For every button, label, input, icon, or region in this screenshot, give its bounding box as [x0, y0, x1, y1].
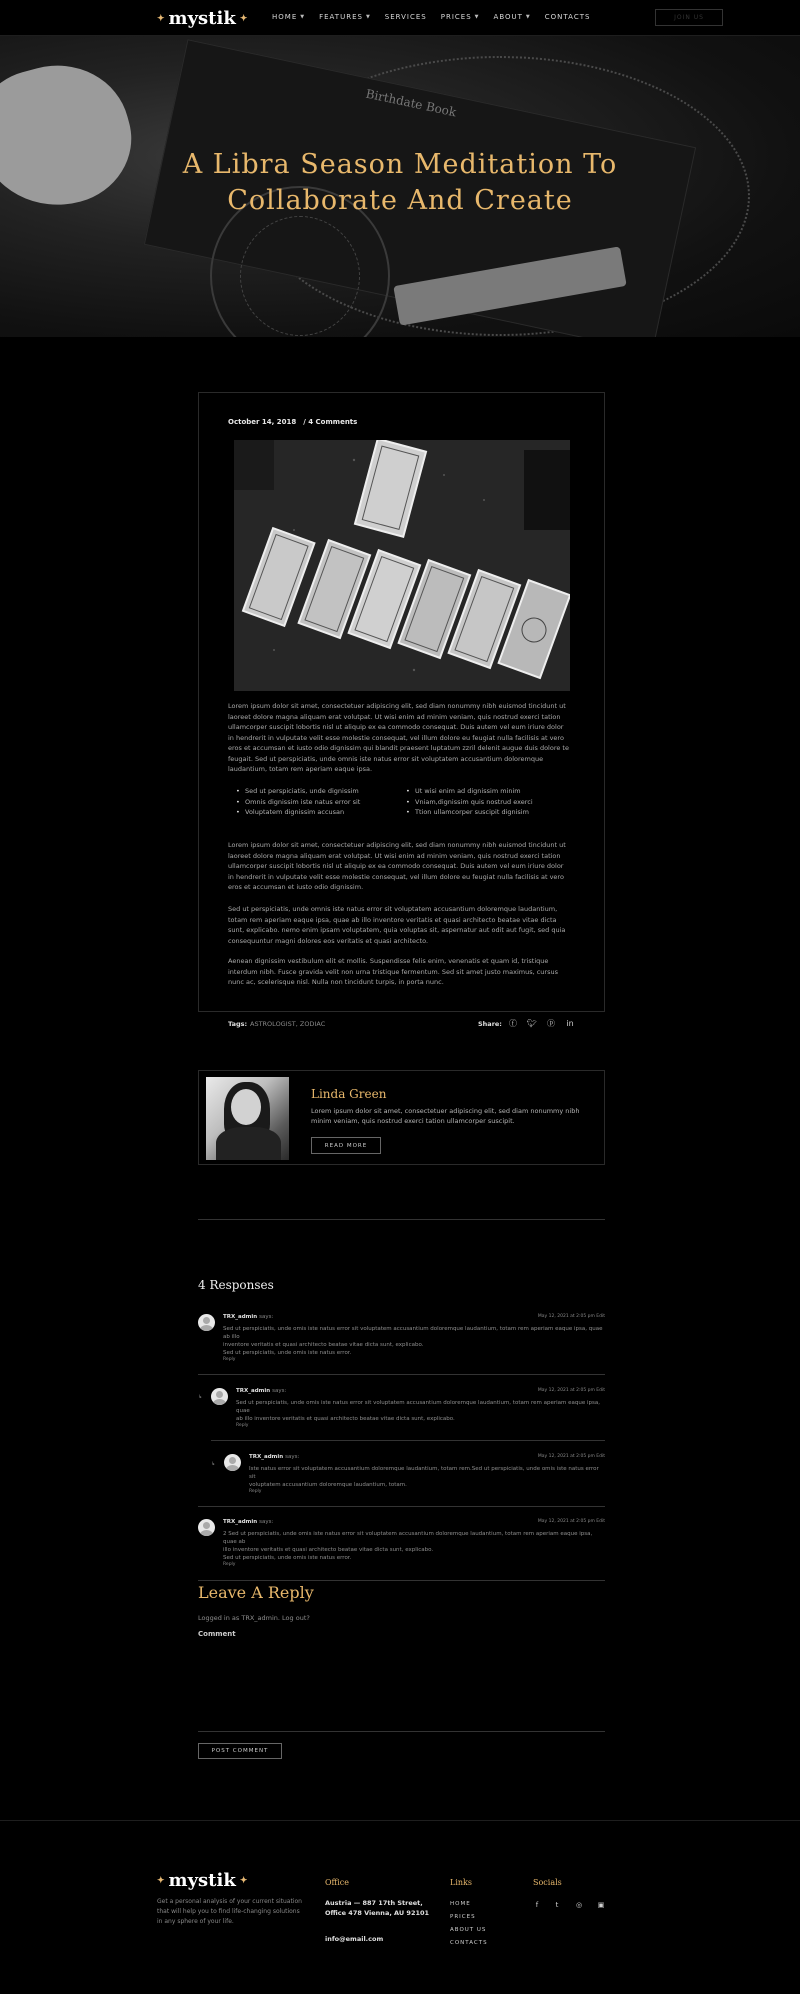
page-title	[0, 147, 800, 219]
footer-logo[interactable]	[157, 1870, 247, 1891]
nav-label: HOME	[272, 13, 298, 21]
comment-author[interactable]	[223, 1519, 273, 1525]
post-comments-count[interactable]: / 4 Comments	[303, 418, 358, 426]
list-item: • Omnis dignissim iste natus error sit	[236, 797, 406, 808]
comment-author-name: TRX_admin	[223, 1519, 258, 1525]
post-paragraph: Aenean dignissim vestibulum elit et mollis. Suspendisse felis enim, venenatis et quam id, tristique interdum nibh. Fusce gravida velit non urna tristique fermentum. Sed sit amet justo maximus, cursus nunc ac, scelerisque nisl. Nulla non tincidunt turpis, in porta nunc.	[228, 957, 558, 986]
comment-text-line: voluptatem accusantium doloremque laudantium, totam.	[249, 1482, 407, 1488]
page-title-line2: Collaborate And Create	[227, 185, 573, 216]
pinterest-icon[interactable]: ⓟ	[547, 1018, 555, 1028]
page-title-line1: A Libra Season Meditation To	[182, 149, 618, 180]
tags-label: Tags:	[228, 1020, 248, 1028]
comment-date[interactable]: May 12, 2021 at 2:05 pm Edit	[537, 1314, 605, 1319]
author-bio: Lorem ipsum dolor sit amet, consectetuer adipiscing elit, sed diam nonummy nibh minim veniam, quis nostrud exerci tation ullamcorper suscipit.	[311, 1107, 580, 1125]
comment-textarea[interactable]	[198, 1642, 605, 1732]
site-logo[interactable]	[157, 8, 247, 29]
comment-reply-link[interactable]: Reply	[236, 1423, 249, 1428]
read-more-button[interactable]: READ MORE	[311, 1137, 381, 1154]
logo-text: mystik	[168, 8, 236, 29]
nav-label: FEATURES	[319, 13, 363, 21]
post-featured-image	[234, 440, 570, 691]
post-date[interactable]: October 14, 2018	[228, 418, 297, 426]
comment-text	[236, 1399, 605, 1423]
facebook-icon[interactable]: f	[535, 1901, 539, 1909]
hero-book-title: Birthdate Book	[364, 86, 458, 120]
nav-item-services[interactable]	[385, 13, 427, 21]
list-item: • Voluptatem dignissim accusan	[236, 807, 406, 818]
comment-author[interactable]	[249, 1454, 299, 1460]
comment-says: says:	[272, 1388, 287, 1394]
footer-link-about[interactable]: ABOUT US	[450, 1927, 487, 1933]
comment-item	[198, 1519, 605, 1567]
post-tags-share-row	[228, 1020, 578, 1034]
comment-text-line: Sed ut perspiciatis, unde omis iste natus error.	[223, 1350, 352, 1356]
footer-description: Get a personal analysis of your current situation that will help you to find life-changing solutions in any sphere of your life.	[157, 1898, 302, 1925]
comment-date[interactable]: May 12, 2021 at 2:05 pm Edit	[537, 1454, 605, 1459]
author-avatar	[206, 1077, 289, 1160]
leave-reply-title: Leave A Reply	[198, 1583, 314, 1602]
logo-star-icon: ✦	[157, 1875, 165, 1886]
nav-item-features[interactable]	[319, 13, 371, 21]
list-item: • Sed ut perspiciatis, unde dignissim	[236, 786, 406, 797]
chevron-down-icon: ▼	[300, 14, 306, 20]
post-paragraph: Sed ut perspiciatis, unde omnis iste natus error sit voluptatem accusantium doloremque laudantium, totam rem aperiam eaque ipsa, quae ab illo inventore veritatis et quasi architecto beatae vitae dicta sunt, explicabo. nemo enim ipsam voluptatem, quia voluptas sit, aspernatur aut odit aut fugit, sed quia consequuntur magni dolores eos veritatis et quasi architecto.	[228, 905, 566, 945]
comment-reply-link[interactable]: Reply	[223, 1562, 236, 1567]
responses-title: 4 Responses	[198, 1278, 274, 1292]
footer-link-contacts[interactable]: CONTACTS	[450, 1940, 488, 1946]
comment-divider	[211, 1440, 605, 1441]
hero-zodiac-inner-circle	[240, 216, 360, 336]
main-nav	[272, 13, 590, 21]
logo-text: mystik	[168, 1870, 236, 1891]
comment-author[interactable]	[236, 1388, 286, 1394]
chevron-down-icon: ▼	[365, 14, 371, 20]
comment-text-line: inventore veritatis et quasi architecto beatae vitae dicta sunt, explicabo.	[223, 1342, 424, 1348]
footer-links-title: Links	[450, 1878, 472, 1887]
footer-link-prices[interactable]: PRICES	[450, 1914, 476, 1920]
nav-label: PRICES	[440, 13, 472, 21]
facebook-icon[interactable]: ⓕ	[509, 1018, 517, 1028]
comment-divider	[198, 1374, 605, 1375]
comment-says: says:	[285, 1454, 300, 1460]
list-item: • Ttion ullamcorper suscipit dignisim	[406, 807, 576, 818]
comment-author[interactable]	[223, 1314, 273, 1320]
footer-office-title: Office	[325, 1878, 350, 1887]
twitter-icon[interactable]: 🐦︎	[526, 1018, 538, 1028]
comment-text-line: Sed ut perspiciatis, unde omis iste natus error sit voluptatem accusantium doloremque laudantium, totam rem aperiam eaque ipsa, quae ab illo	[223, 1326, 603, 1340]
nav-label: CONTACTS	[544, 13, 591, 21]
comment-text-line: Iste natus error sit voluptatem accusantium doloremque laudantium, totam rem.Sed ut perspiciatis, unde omis iste natus error sit	[249, 1466, 599, 1480]
footer-email[interactable]: info@email.com	[325, 1935, 384, 1943]
list-item: • Vniam,dignissim quis nostrud exerci	[406, 797, 576, 808]
post-comment-button[interactable]: POST COMMENT	[198, 1743, 282, 1759]
logo-star-icon: ✦	[239, 13, 248, 24]
linkedin-icon[interactable]: in	[566, 1018, 574, 1028]
comment-author-name: TRX_admin	[249, 1454, 284, 1460]
footer-socials-title: Socials	[533, 1878, 562, 1887]
twitter-icon[interactable]: t	[555, 1901, 559, 1909]
comment-divider	[198, 1580, 605, 1581]
avatar	[224, 1454, 241, 1471]
reply-arrow-icon: ↳	[211, 1461, 216, 1467]
post-bullet-lists	[236, 786, 576, 818]
footer-address: Austria — 887 17th Street, Office 478 Vienna, AU 92101	[325, 1899, 430, 1917]
chevron-down-icon: ▼	[525, 14, 531, 20]
comment-text-line: Sed ut perspiciatis, unde omis iste natus error sit voluptatem accusantium doloremque laudantium, totam rem aperiam eaque ipsa, quae	[236, 1400, 600, 1414]
comment-author-name: TRX_admin	[236, 1388, 271, 1394]
bullet-list-right	[406, 786, 576, 818]
nav-item-contacts[interactable]	[545, 13, 591, 21]
comment-date[interactable]: May 12, 2021 at 2:05 pm Edit	[537, 1388, 605, 1393]
comment-author-name: TRX_admin	[223, 1314, 258, 1320]
comment-text-line: illo inventore veritatis et quasi architecto beatae vitae dicta sunt, explicabo.	[223, 1547, 434, 1553]
bullet-list-left	[236, 786, 406, 818]
list-item: • Ut wisi enim ad dignissim minim	[406, 786, 576, 797]
nav-label: SERVICES	[384, 13, 427, 21]
logo-star-icon: ✦	[239, 1875, 248, 1886]
comment-item	[198, 1314, 605, 1362]
site-header	[0, 0, 800, 36]
nav-item-prices[interactable]	[441, 13, 480, 21]
instagram-icon[interactable]: ▣	[597, 1901, 605, 1909]
chevron-down-icon: ▼	[474, 14, 480, 20]
join-us-button[interactable]: JOIN US	[655, 9, 723, 26]
nav-label: ABOUT	[493, 13, 523, 21]
comment-label: Comment	[198, 1630, 236, 1638]
nav-item-about[interactable]	[494, 13, 531, 21]
footer-link-home[interactable]: HOME	[450, 1901, 471, 1907]
comment-text-line: Sed ut perspiciatis, unde omis iste natus error.	[223, 1555, 352, 1561]
avatar	[198, 1314, 215, 1331]
tarot-cards-illustration	[234, 440, 570, 691]
share-label: Share:	[478, 1020, 502, 1028]
post-paragraph: Lorem ipsum dolor sit amet, consectetuer adipiscing elit, sed diam nonummy nibh euismod tincidunt ut laoreet dolore magna aliquam erat volutpat. Ut wisi enim ad minim veniam, quis nostrud exerci tation ullamcorper suscipit lobortis nisl ut aliquip ex ea commodo consequat. Duis autem vel eum iriure dolor in hendrerit in vulputate velit esse molestie consequat, vel illum dolore eu feugiat nulla facilisis at vero eros et accumsan et iusto odio dignissim qui blandit praesent luptatum zzril delenit augue duis dolore te feugait. Sed ut perspiciatis, unde omnis iste natus error sit voluptatem accusantium doloremque laudantium, totam rem aperiam eaque ipsa.	[228, 702, 569, 773]
post-meta	[228, 418, 357, 426]
comment-item	[211, 1388, 605, 1432]
post-paragraph: Lorem ipsum dolor sit amet, consectetuer adipiscing elit, sed diam nonummy nibh euismod tincidunt ut laoreet dolore magna aliquam erat volutpat. Ut wisi enim ad minim veniam, quis nostrud exerci tation ullamcorper suscipit lobortis nisl ut aliquip ex ea commodo consequat. Duis autem vel eum iriure dolor in hendrerit in vulputate velit esse molestie consequat, vel illum dolore eu feugiat nulla facilisis at vero eros et accumsan et iusto odio dignissim.	[228, 841, 566, 891]
logged-in-text[interactable]: Logged in as TRX_admin. Log out?	[198, 1614, 310, 1622]
comment-text-line: 2 Sed ut perspiciatis, unde omis iste natus error sit voluptatem accusantium doloremque laudantium, totam rem aperiam eaque ipsa, quae ab	[223, 1531, 593, 1545]
comment-text	[249, 1465, 605, 1489]
hero-banner	[0, 36, 800, 337]
reply-arrow-icon: ↳	[198, 1394, 203, 1400]
comment-text	[223, 1530, 605, 1562]
avatar	[211, 1388, 228, 1405]
comment-divider	[198, 1506, 605, 1507]
comment-says: says:	[259, 1519, 274, 1525]
author-name[interactable]: Linda Green	[311, 1087, 387, 1101]
tags-list[interactable]: ASTROLOGIST, ZODIAC	[250, 1020, 326, 1028]
comment-item	[224, 1454, 605, 1498]
logo-star-icon: ✦	[157, 13, 165, 24]
comment-reply-link[interactable]: Reply	[249, 1489, 262, 1494]
comment-text-line: ab illo inventore veritatis et quasi architecto beatae vitae dicta sunt, explicabo.	[236, 1416, 455, 1422]
section-divider	[198, 1219, 605, 1220]
comment-text	[223, 1325, 605, 1357]
comment-date[interactable]: May 12, 2021 at 2:05 pm Edit	[537, 1519, 605, 1524]
dribbble-icon[interactable]: ◎	[575, 1901, 583, 1909]
comment-reply-link[interactable]: Reply	[223, 1357, 236, 1362]
comment-says: says:	[259, 1314, 274, 1320]
nav-item-home[interactable]	[272, 13, 305, 21]
avatar	[198, 1519, 215, 1536]
